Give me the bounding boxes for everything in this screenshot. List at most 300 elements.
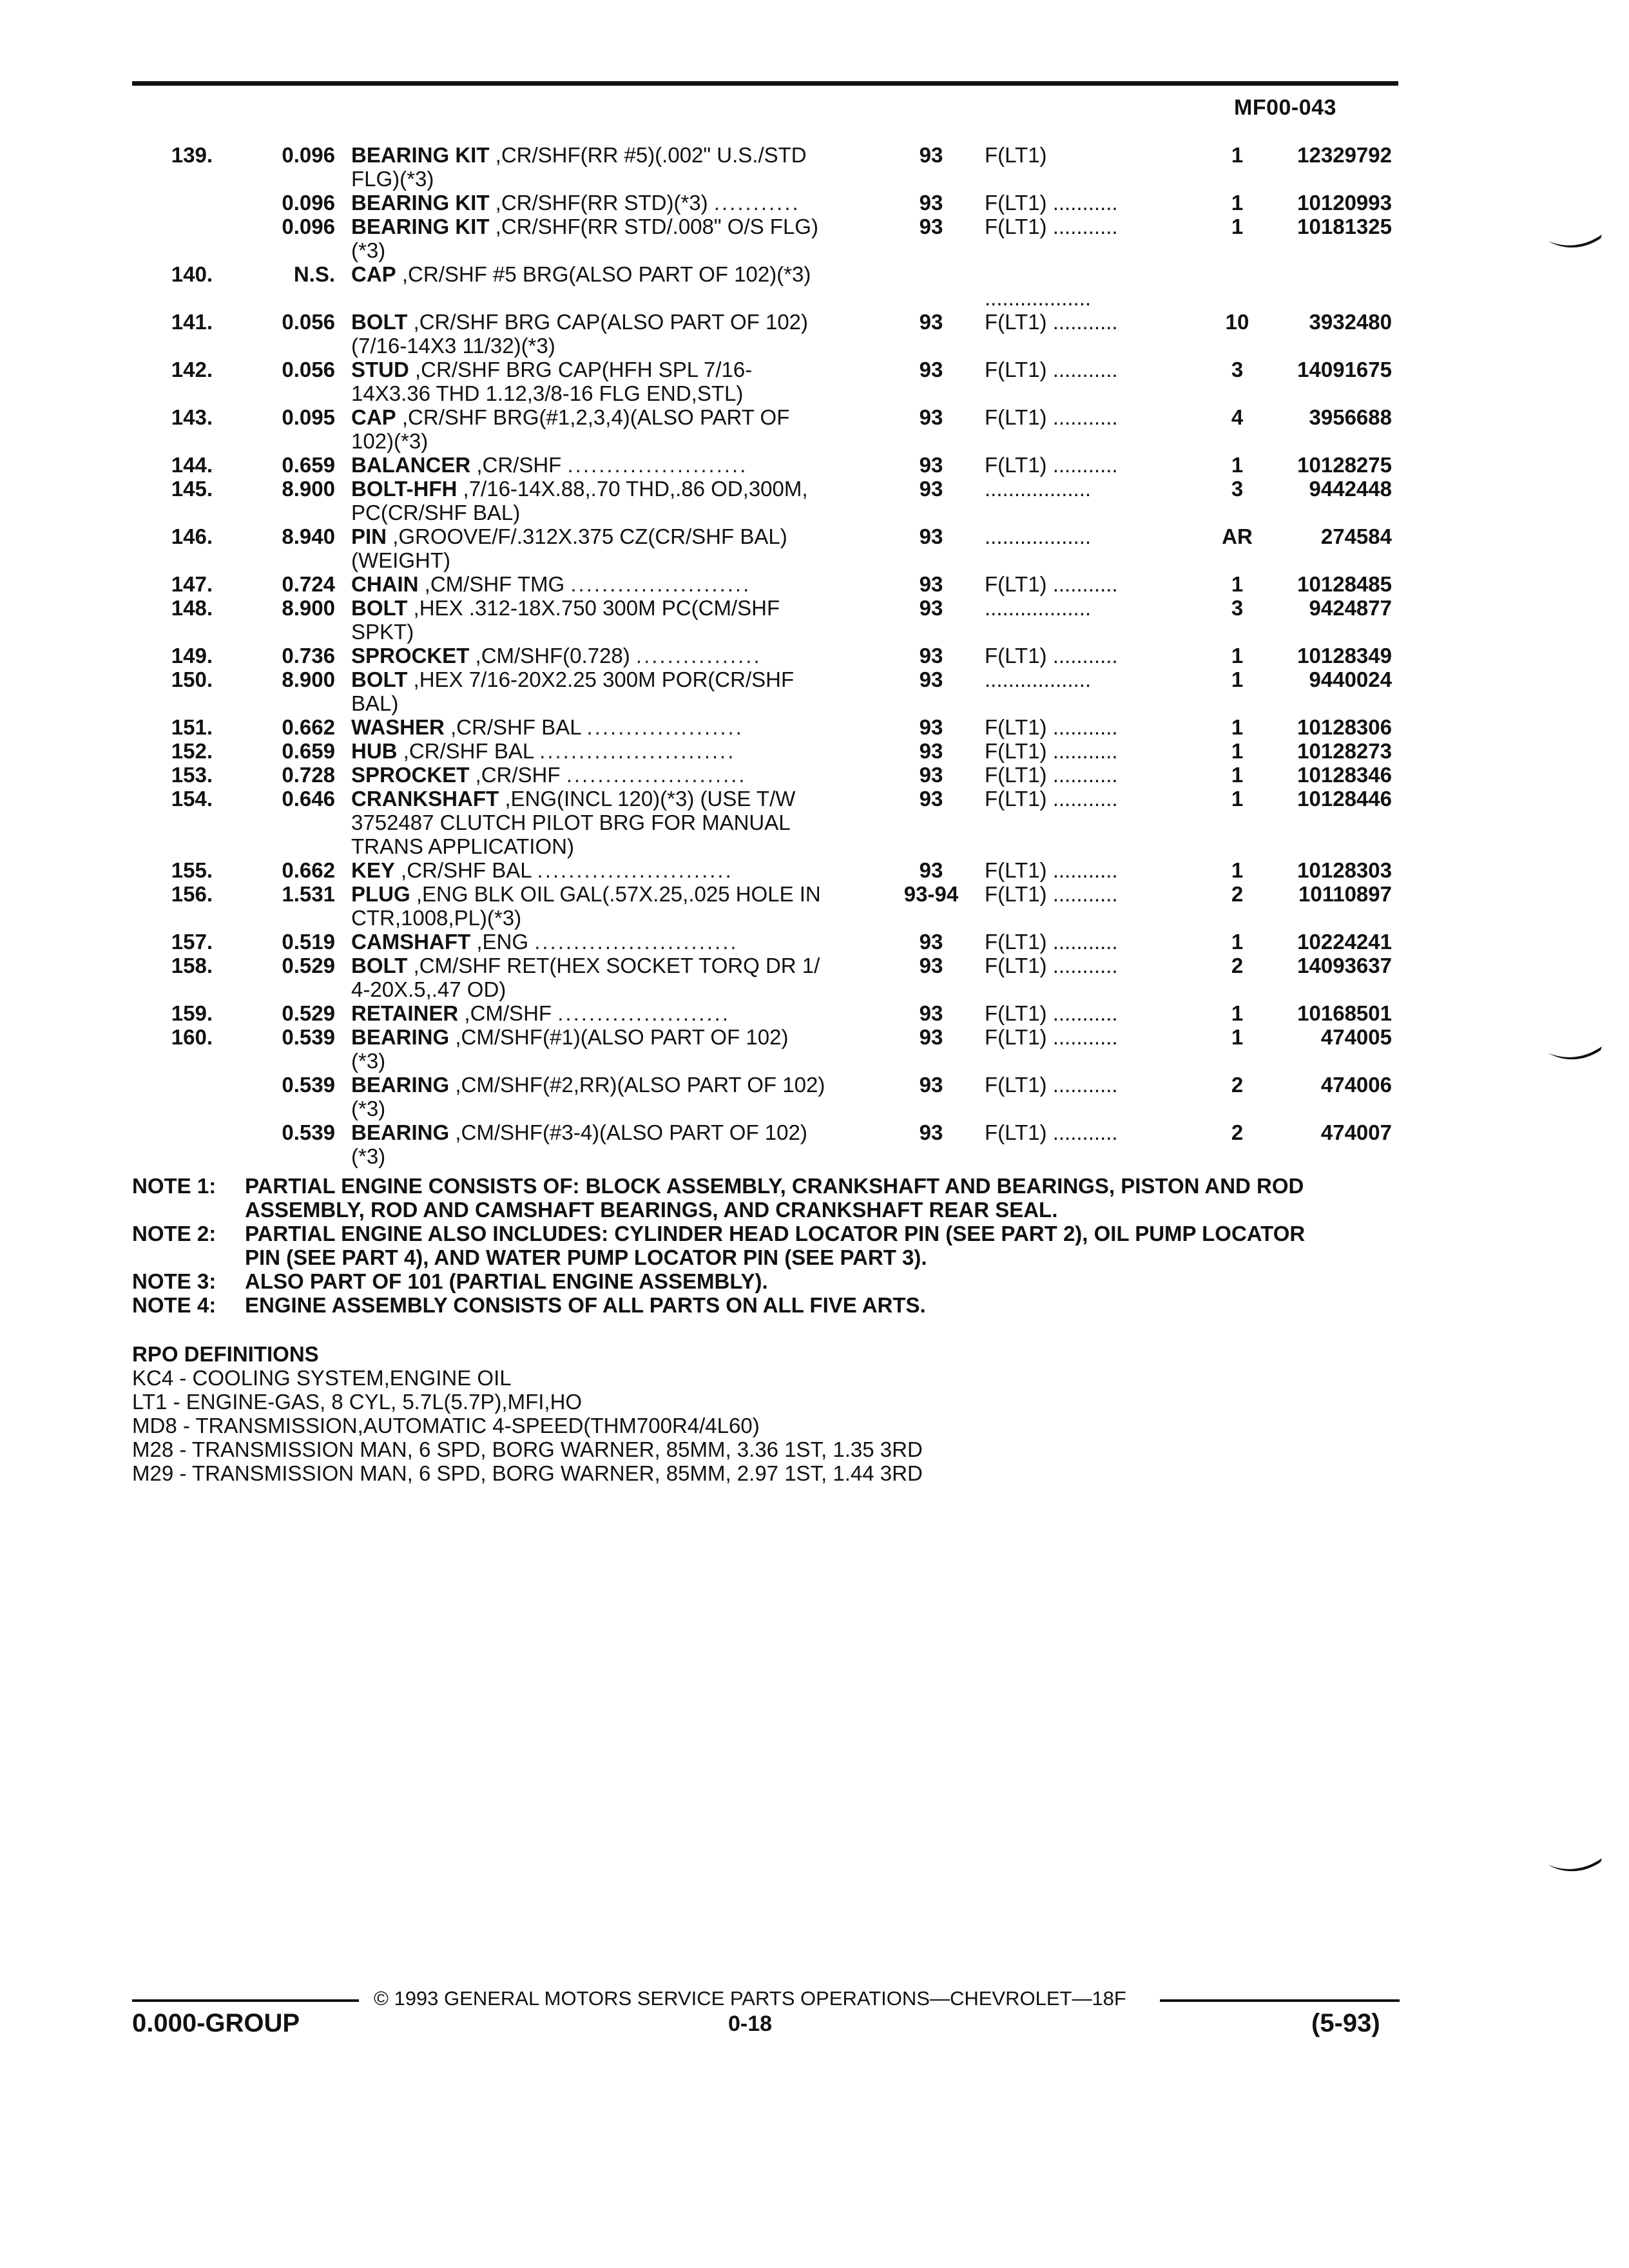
group-number: 8.940	[282, 524, 335, 548]
parts-list	[0, 143, 1629, 1168]
part-number: 9424877	[1309, 596, 1392, 620]
part-detail: ,CR/SHF BRG CAP(ALSO PART OF 102)	[407, 310, 809, 334]
quantity: 2	[1231, 882, 1244, 906]
item-number: 142.	[171, 358, 213, 381]
part-number: 9440024	[1309, 668, 1392, 691]
note-text: PIN (SEE PART 4), AND WATER PUMP LOCATOR PIN (SEE PART 3).	[245, 1245, 927, 1269]
model-year: 93	[919, 668, 943, 691]
model-year: 93	[919, 524, 943, 548]
quantity: 10	[1225, 310, 1249, 334]
part-description	[351, 143, 892, 167]
part-number: 3956688	[1309, 405, 1392, 429]
model-year: 93	[919, 763, 943, 787]
parts-row	[0, 954, 1629, 977]
quantity: 1	[1231, 191, 1244, 215]
parts-row	[0, 1001, 1629, 1025]
notes-section	[132, 1174, 1485, 1317]
group-number: 0.728	[282, 763, 335, 787]
part-detail: ,7/16-14X.88,.70 THD,.86 OD,300M,	[457, 477, 808, 501]
part-name: BEARING	[351, 1025, 450, 1049]
part-detail: (*3)	[351, 238, 386, 262]
parts-row	[0, 191, 1629, 215]
part-number: 10128303	[1297, 858, 1392, 882]
quantity: 1	[1231, 215, 1244, 238]
model-year: 93	[919, 358, 943, 381]
part-detail: 14X3.36 THD 1.12,3/8-16 FLG END,STL)	[351, 381, 744, 405]
part-name: BEARING KIT	[351, 191, 490, 215]
item-number: 144.	[171, 453, 213, 477]
item-number: 153.	[171, 763, 213, 787]
part-detail: ,CM/SHF RET(HEX SOCKET TORQ DR 1/	[407, 954, 820, 977]
part-number: 10181325	[1297, 215, 1392, 238]
rpo-usage: F(LT1) ...........	[985, 1025, 1118, 1049]
part-description	[351, 1097, 892, 1120]
model-year: 93	[919, 477, 943, 501]
footer-rule-left	[132, 1999, 359, 2002]
dot-leader: ...........	[713, 191, 800, 215]
model-year: 93	[919, 596, 943, 620]
parts-row	[0, 691, 1629, 715]
item-number: 157.	[171, 930, 213, 954]
part-detail: ,CR/SHF BRG(#1,2,3,4)(ALSO PART OF	[396, 405, 790, 429]
part-number: 10128275	[1297, 453, 1392, 477]
part-description	[351, 691, 892, 715]
parts-row	[0, 977, 1629, 1001]
parts-row	[0, 763, 1629, 787]
part-detail: BAL)	[351, 691, 399, 715]
top-rule	[132, 81, 1398, 86]
part-detail: 3752487 CLUTCH PILOT BRG FOR MANUAL	[351, 811, 791, 834]
group-number: 0.662	[282, 858, 335, 882]
note-text: PARTIAL ENGINE ALSO INCLUDES: CYLINDER HEAD LOCATOR PIN (SEE PART 2), OIL PUMP LOCATOR	[245, 1222, 1306, 1245]
rpo-item: LT1 - ENGINE-GAS, 8 CYL, 5.7L(5.7P),MFI,HO	[132, 1390, 583, 1414]
part-number: 10128349	[1297, 644, 1392, 668]
part-description	[351, 1001, 892, 1025]
quantity: 1	[1231, 763, 1244, 787]
quantity: 1	[1231, 1025, 1244, 1049]
part-detail: ,CR/SHF BAL	[394, 858, 532, 882]
model-year: 93	[919, 787, 943, 811]
part-name: CAMSHAFT	[351, 930, 471, 954]
part-detail: ,CR/SHF	[469, 763, 561, 787]
group-number: 0.539	[282, 1120, 335, 1144]
quantity: 3	[1231, 477, 1244, 501]
parts-row	[0, 334, 1629, 358]
part-detail: ,CM/SHF(#3-4)(ALSO PART OF 102)	[449, 1120, 807, 1144]
quantity: 1	[1231, 858, 1244, 882]
part-number: 274584	[1320, 524, 1392, 548]
group-number: 0.096	[282, 143, 335, 167]
item-number: 145.	[171, 477, 213, 501]
rpo-usage: F(LT1) ...........	[985, 453, 1118, 477]
group-number: 0.096	[282, 215, 335, 238]
part-detail: 4-20X.5,.47 OD)	[351, 977, 506, 1001]
rpo-item: KC4 - COOLING SYSTEM,ENGINE OIL	[132, 1366, 512, 1390]
quantity: 1	[1231, 715, 1244, 739]
part-description	[351, 477, 892, 501]
quantity: 1	[1231, 453, 1244, 477]
part-number: 10128346	[1297, 763, 1392, 787]
item-number: 141.	[171, 310, 213, 334]
group-number: 0.529	[282, 1001, 335, 1025]
parts-row	[0, 453, 1629, 477]
rpo-usage: F(LT1) ...........	[985, 191, 1118, 215]
part-description	[351, 381, 892, 405]
part-detail: (*3)	[351, 1097, 386, 1120]
quantity: 3	[1231, 358, 1244, 381]
part-number: 474005	[1320, 1025, 1392, 1049]
part-detail: ,CM/SHF(#1)(ALSO PART OF 102)	[449, 1025, 789, 1049]
rpo-usage: ..................	[985, 524, 1092, 548]
rpo-usage: F(LT1) ...........	[985, 739, 1118, 763]
group-label: 0.000-GROUP	[132, 2009, 300, 2037]
parts-row	[0, 572, 1629, 596]
parts-row	[0, 1120, 1629, 1144]
part-description	[351, 811, 892, 834]
group-number: 0.539	[282, 1025, 335, 1049]
rpo-title: RPO DEFINITIONS	[132, 1342, 319, 1366]
part-description	[351, 167, 892, 191]
group-number: 8.900	[282, 596, 335, 620]
model-year: 93	[919, 215, 943, 238]
group-number: 0.056	[282, 310, 335, 334]
part-detail: ,CR/SHF BAL	[397, 739, 534, 763]
part-number: 12329792	[1297, 143, 1392, 167]
part-description	[351, 882, 892, 906]
parts-row	[0, 524, 1629, 548]
quantity: 1	[1231, 930, 1244, 954]
part-description	[351, 405, 892, 429]
group-number: N.S.	[293, 262, 335, 286]
rpo-usage: F(LT1) ...........	[985, 310, 1118, 334]
part-number: 10128446	[1297, 787, 1392, 811]
part-detail: SPKT)	[351, 620, 414, 644]
part-detail: ,CM/SHF(0.728)	[469, 644, 630, 668]
parts-row	[0, 548, 1629, 572]
parts-row	[0, 620, 1629, 644]
part-description	[351, 644, 892, 668]
part-detail: (*3)	[351, 1144, 386, 1168]
part-detail: (7/16-14X3 11/32)(*3)	[351, 334, 555, 358]
rpo-usage: ..................	[985, 668, 1092, 691]
part-number: 10128485	[1297, 572, 1392, 596]
model-year: 93	[919, 191, 943, 215]
rpo-usage: F(LT1) ...........	[985, 930, 1118, 954]
part-number: 9442448	[1309, 477, 1392, 501]
part-name: BOLT	[351, 668, 408, 691]
part-name: PLUG	[351, 882, 410, 906]
date-code: (5-93)	[1311, 2009, 1380, 2037]
rpo-usage: ..................	[985, 477, 1092, 501]
part-description	[351, 572, 892, 596]
group-number: 0.529	[282, 954, 335, 977]
part-description	[351, 715, 892, 739]
dot-leader: ................	[635, 644, 762, 668]
part-name: BOLT	[351, 310, 408, 334]
quantity: 1	[1231, 644, 1244, 668]
rpo-usage: ..................	[985, 596, 1092, 620]
parts-row	[0, 834, 1629, 858]
part-detail: ,CR/SHF #5 BRG(ALSO PART OF 102)(*3)	[396, 262, 811, 286]
rpo-usage: F(LT1) ...........	[985, 358, 1118, 381]
part-description	[351, 739, 892, 763]
part-detail: ,CR/SHF	[470, 453, 562, 477]
part-detail: ,CM/SHF TMG	[418, 572, 565, 596]
part-description	[351, 453, 892, 477]
group-number: 0.659	[282, 739, 335, 763]
part-name: CHAIN	[351, 572, 419, 596]
rpo-usage: F(LT1)	[985, 143, 1047, 167]
part-description	[351, 977, 892, 1001]
parts-row	[0, 1073, 1629, 1097]
model-year: 93	[919, 644, 943, 668]
part-detail: ,ENG(INCL 120)(*3) (USE T/W	[499, 787, 796, 811]
parts-row	[0, 262, 1629, 286]
part-name: CRANKSHAFT	[351, 787, 499, 811]
dot-leader: .........................	[537, 858, 733, 882]
group-number: 0.539	[282, 1073, 335, 1097]
part-description	[351, 1073, 892, 1097]
note	[132, 1269, 1485, 1293]
note-text: ENGINE ASSEMBLY CONSISTS OF ALL PARTS ON ALL FIVE ARTS.	[245, 1293, 926, 1317]
part-description	[351, 310, 892, 334]
part-detail: (*3)	[351, 1049, 386, 1073]
part-name: HUB	[351, 739, 398, 763]
model-year: 93	[919, 143, 943, 167]
rpo-item: M28 - TRANSMISSION MAN, 6 SPD, BORG WARNER, 85MM, 3.36 1ST, 1.35 3RD	[132, 1437, 923, 1461]
part-name: CAP	[351, 262, 396, 286]
dot-leader: .......................	[570, 572, 751, 596]
part-number: 10120993	[1297, 191, 1392, 215]
group-number: 0.736	[282, 644, 335, 668]
parts-row	[0, 644, 1629, 668]
parts-row	[0, 358, 1629, 381]
part-detail: ,CR/SHF BRG CAP(HFH SPL 7/16-	[409, 358, 753, 381]
copyright-line: © 1993 GENERAL MOTORS SERVICE PARTS OPERATIONS—CHEVROLET—18F	[374, 1987, 1126, 2010]
part-number: 10128306	[1297, 715, 1392, 739]
note-label: NOTE 3:	[132, 1269, 217, 1293]
part-number: 10224241	[1297, 930, 1392, 954]
part-description	[351, 215, 892, 238]
parts-row	[0, 477, 1629, 501]
parts-row	[0, 1144, 1629, 1168]
item-number: 154.	[171, 787, 213, 811]
item-number: 140.	[171, 262, 213, 286]
model-year: 93	[919, 739, 943, 763]
part-detail: ,CR/SHF BAL	[444, 715, 581, 739]
parts-row	[0, 715, 1629, 739]
group-number: 0.659	[282, 453, 335, 477]
part-number: 10128273	[1297, 739, 1392, 763]
part-description	[351, 1025, 892, 1049]
parts-row	[0, 858, 1629, 882]
part-description	[351, 954, 892, 977]
part-detail: ,HEX 7/16-20X2.25 300M POR(CR/SHF	[407, 668, 795, 691]
note-label: NOTE 1:	[132, 1174, 217, 1198]
part-description	[351, 262, 892, 286]
part-description	[351, 334, 892, 358]
part-name: BEARING	[351, 1073, 450, 1097]
part-number: 14091675	[1297, 358, 1392, 381]
rpo-usage: ..................	[985, 286, 1092, 310]
group-number: 0.056	[282, 358, 335, 381]
part-detail: ,ENG BLK OIL GAL(.57X.25,.025 HOLE IN	[410, 882, 821, 906]
parts-row	[0, 787, 1629, 811]
parts-row	[0, 405, 1629, 429]
dot-leader: ..........................	[534, 930, 738, 954]
parts-row	[0, 429, 1629, 453]
part-number: 474007	[1320, 1120, 1392, 1144]
part-description	[351, 763, 892, 787]
rpo-usage: F(LT1) ...........	[985, 858, 1118, 882]
part-description	[351, 548, 892, 572]
part-detail: ,CM/SHF(#2,RR)(ALSO PART OF 102)	[449, 1073, 825, 1097]
rpo-usage: F(LT1) ...........	[985, 882, 1118, 906]
model-year: 93	[919, 858, 943, 882]
page-number: 0-18	[728, 2012, 773, 2036]
rpo-usage: F(LT1) ...........	[985, 1120, 1118, 1144]
note	[132, 1293, 1485, 1317]
group-number: 0.662	[282, 715, 335, 739]
group-number: 0.646	[282, 787, 335, 811]
parts-row	[0, 1025, 1629, 1049]
model-year: 93	[919, 310, 943, 334]
part-detail: PC(CR/SHF BAL)	[351, 501, 521, 524]
quantity: 1	[1231, 787, 1244, 811]
part-description	[351, 668, 892, 691]
binder-tab-mark-icon	[1547, 1044, 1605, 1063]
model-year: 93	[919, 453, 943, 477]
dot-leader: .......................	[566, 763, 747, 787]
part-detail: ,CR/SHF(RR #5)(.002" U.S./STD	[489, 143, 807, 167]
model-year: 93	[919, 572, 943, 596]
dot-leader: .......................	[567, 453, 748, 477]
part-description	[351, 906, 892, 930]
binder-tab-mark-icon	[1547, 232, 1605, 251]
rpo-usage: F(LT1) ...........	[985, 1001, 1118, 1025]
dot-leader: ....................	[586, 715, 744, 739]
parts-row	[0, 143, 1629, 167]
parts-row	[0, 381, 1629, 405]
part-description	[351, 238, 892, 262]
part-detail: CTR,1008,PL)(*3)	[351, 906, 522, 930]
note-text: ALSO PART OF 101 (PARTIAL ENGINE ASSEMBLY).	[245, 1269, 768, 1293]
parts-row	[0, 811, 1629, 834]
part-detail: ,HEX .312-18X.750 300M PC(CM/SHF	[407, 596, 780, 620]
item-number: 158.	[171, 954, 213, 977]
quantity: 1	[1231, 143, 1244, 167]
item-number: 155.	[171, 858, 213, 882]
parts-row	[0, 501, 1629, 524]
part-description	[351, 1120, 892, 1144]
dot-leader: ......................	[557, 1001, 730, 1025]
quantity: 4	[1231, 405, 1244, 429]
part-description	[351, 429, 892, 453]
part-name: WASHER	[351, 715, 445, 739]
quantity: 1	[1231, 1001, 1244, 1025]
part-description	[351, 787, 892, 811]
parts-row	[0, 1049, 1629, 1073]
part-name: SPROCKET	[351, 644, 470, 668]
part-description	[351, 1049, 892, 1073]
part-number: 10110897	[1298, 882, 1392, 906]
group-number: 0.724	[282, 572, 335, 596]
note	[132, 1174, 1485, 1222]
rpo-usage: F(LT1) ...........	[985, 763, 1118, 787]
part-description	[351, 858, 892, 882]
part-name: STUD	[351, 358, 409, 381]
rpo-definitions	[132, 1342, 1421, 1485]
rpo-usage: F(LT1) ...........	[985, 405, 1118, 429]
group-number: 8.900	[282, 668, 335, 691]
note	[132, 1222, 1485, 1269]
model-year: 93	[919, 1120, 943, 1144]
part-name: BOLT-HFH	[351, 477, 458, 501]
part-description	[351, 524, 892, 548]
rpo-usage: F(LT1) ...........	[985, 644, 1118, 668]
quantity: 1	[1231, 572, 1244, 596]
part-name: BALANCER	[351, 453, 471, 477]
part-detail: ,GROOVE/F/.312X.375 CZ(CR/SHF BAL)	[387, 524, 787, 548]
part-name: BEARING KIT	[351, 215, 490, 238]
rpo-usage: F(LT1) ...........	[985, 572, 1118, 596]
group-number: 0.519	[282, 930, 335, 954]
binder-tab-mark-icon	[1547, 1856, 1605, 1875]
parts-row	[0, 215, 1629, 238]
item-number: 151.	[171, 715, 213, 739]
rpo-usage: F(LT1) ...........	[985, 787, 1118, 811]
part-description	[351, 1144, 892, 1168]
quantity: 2	[1231, 1073, 1244, 1097]
group-number: 0.096	[282, 191, 335, 215]
part-description	[351, 596, 892, 620]
part-detail: ,CR/SHF(RR STD)(*3)	[489, 191, 708, 215]
model-year: 93	[919, 405, 943, 429]
parts-row	[0, 596, 1629, 620]
group-number: 0.095	[282, 405, 335, 429]
parts-row	[0, 167, 1629, 191]
part-description	[351, 930, 892, 954]
group-number: 1.531	[282, 882, 335, 906]
rpo-usage: F(LT1) ...........	[985, 715, 1118, 739]
item-number: 152.	[171, 739, 213, 763]
model-year: 93	[919, 930, 943, 954]
part-description	[351, 191, 892, 215]
model-year: 93	[919, 954, 943, 977]
item-number: 156.	[171, 882, 213, 906]
rpo-usage: F(LT1) ...........	[985, 215, 1118, 238]
quantity: 1	[1231, 668, 1244, 691]
quantity: 3	[1231, 596, 1244, 620]
part-description	[351, 834, 892, 858]
part-detail: FLG)(*3)	[351, 167, 434, 191]
part-number: 10168501	[1297, 1001, 1392, 1025]
part-detail: ,CR/SHF(RR STD/.008" O/S FLG)	[489, 215, 818, 238]
part-detail: ,CM/SHF	[458, 1001, 552, 1025]
part-name: PIN	[351, 524, 387, 548]
parts-row	[0, 668, 1629, 691]
item-number: 159.	[171, 1001, 213, 1025]
parts-row	[0, 286, 1629, 310]
part-detail: ,ENG	[470, 930, 529, 954]
rpo-item: MD8 - TRANSMISSION,AUTOMATIC 4-SPEED(THM700R4/4L60)	[132, 1414, 760, 1437]
model-year: 93	[919, 1025, 943, 1049]
rpo-usage: F(LT1) ...........	[985, 954, 1118, 977]
part-description	[351, 358, 892, 381]
item-number: 146.	[171, 524, 213, 548]
parts-row	[0, 310, 1629, 334]
model-year: 93	[919, 1001, 943, 1025]
